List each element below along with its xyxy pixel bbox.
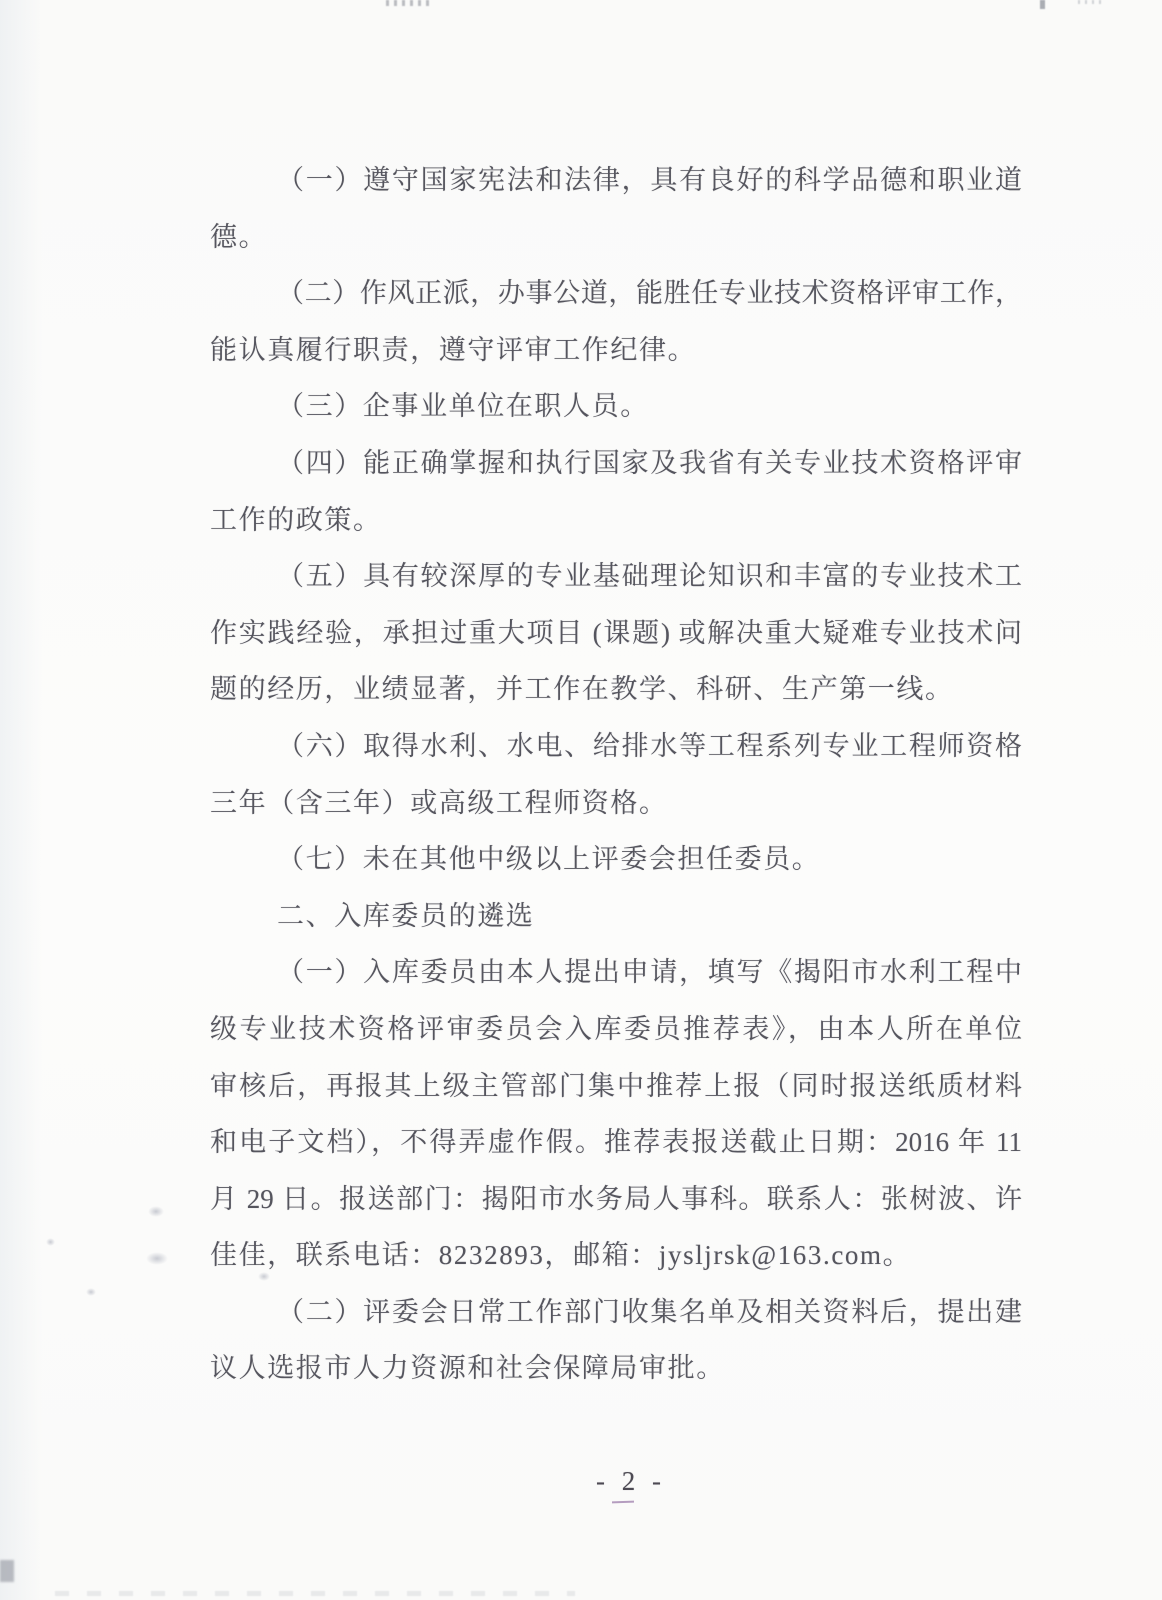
scan-smudge	[55, 1591, 575, 1596]
cutoff-text-fragment	[386, 0, 430, 6]
scan-edge-shadow	[0, 0, 42, 1600]
text-line: 和电子文档），不得弄虚作假。推荐表报送截止日期：2016 年 11	[210, 1127, 1022, 1158]
cutoff-text-fragment	[1078, 0, 1106, 4]
text-line: （四）能正确掌握和执行国家及我省有关专业技术资格评审	[277, 447, 1022, 478]
text-line: 审核后，再报其上级主管部门集中推荐上报（同时报送纸质材料	[210, 1070, 1022, 1101]
cutoff-text-fragment	[1040, 0, 1045, 9]
text-line: （二）作风正派，办事公道，能胜任专业技术资格评审工作，	[277, 278, 1022, 309]
text-line: 议人选报市人力资源和社会保障局审批。	[210, 1353, 725, 1384]
text-line: 工作的政策。	[210, 504, 382, 535]
page-number-pen-mark	[612, 1501, 634, 1504]
scan-smudge	[146, 1252, 168, 1265]
text-line: （一）遵守国家宪法和法律，具有良好的科学品德和职业道	[277, 165, 1022, 195]
scan-corner-mark	[0, 1560, 14, 1582]
text-line: （一）入库委员由本人提出申请，填写《揭阳市水利工程中	[277, 957, 1022, 988]
text-line: 能认真履行职责，遵守评审工作纪律。	[210, 334, 697, 365]
text-line: 级专业技术资格评审委员会入库委员推荐表》，由本人所在单位	[210, 1013, 1022, 1044]
document-body	[210, 152, 1022, 1397]
text-line: （五）具有较深厚的专业基础理论知识和丰富的专业技术工	[277, 561, 1022, 592]
text-line: 题的经历，业绩显著，并工作在教学、科研、生产第一线。	[210, 674, 954, 705]
scan-smudge	[148, 1206, 164, 1217]
text-line: 三年（含三年）或高级工程师资格。	[210, 787, 668, 818]
text-line: 月 29 日。报送部门：揭阳市水务局人事科。联系人：张树波、许	[210, 1183, 1022, 1214]
text-line: 作实践经验，承担过重大项目 (课题) 或解决重大疑难专业技术问	[210, 617, 1022, 648]
page-number: - 2 -	[596, 1466, 666, 1496]
scan-smudge	[86, 1288, 96, 1296]
scan-smudge	[46, 1238, 55, 1246]
text-line: （六）取得水利、水电、给排水等工程系列专业工程师资格	[277, 730, 1022, 761]
text-line: （三）企事业单位在职人员。	[277, 391, 649, 422]
text-line: 佳佳，联系电话：8232893，邮箱：jysljrsk@163.com。	[210, 1240, 912, 1271]
text-line: （七）未在其他中级以上评委会担任委员。	[277, 844, 821, 875]
section-heading: 二、入库委员的遴选	[277, 900, 535, 931]
text-line: 德。	[210, 221, 268, 252]
text-line: （二）评委会日常工作部门收集名单及相关资料后，提出建	[277, 1296, 1022, 1327]
